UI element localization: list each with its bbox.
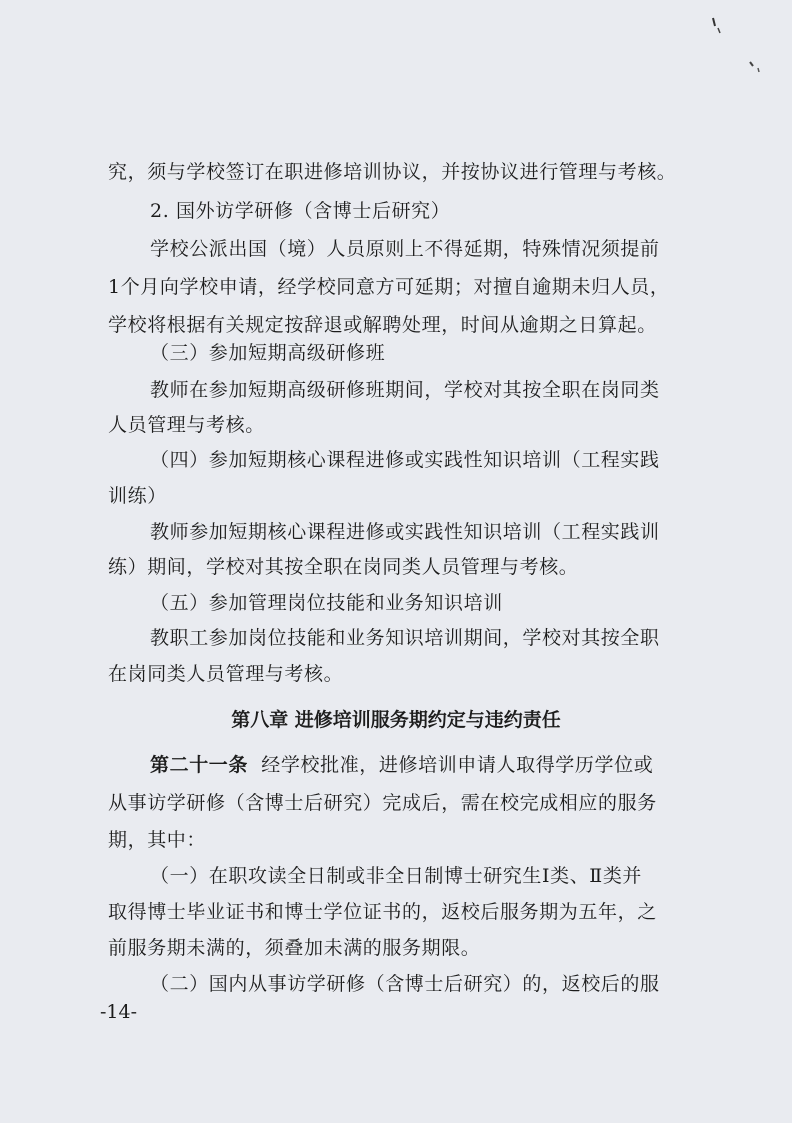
- paragraph-line: 学校公派出国（境）人员原则上不得延期，特殊情况须提前: [150, 238, 660, 260]
- paragraph-line: 在岗同类人员管理与考核。: [108, 663, 344, 685]
- paragraph-line: 前服务期未满的，须叠加未满的服务期限。: [108, 937, 481, 959]
- section-title-4-cont: 训练）: [108, 485, 167, 507]
- paragraph-line: （一）在职攻读全日制或非全日制博士研究生Ⅰ类、Ⅱ类并: [150, 865, 643, 887]
- subsection-title-2: 2. 国外访学研修（含博士后研究）: [150, 200, 451, 222]
- article-label: 第二十一条: [150, 754, 249, 776]
- section-title-3: （三）参加短期高级研修班: [150, 342, 386, 364]
- paragraph-line: （二）国内从事访学研修（含博士后研究）的，返校后的服: [150, 973, 660, 995]
- paragraph-line: 期，其中：: [108, 829, 207, 851]
- section-title-4: （四）参加短期核心课程进修或实践性知识培训（工程实践: [150, 449, 660, 471]
- scan-speck-marks: [705, 10, 775, 80]
- paragraph-line: 从事访学研修（含博士后研究）完成后，需在校完成相应的服务: [108, 792, 657, 814]
- paragraph-line: 学校将根据有关规定按辞退或解聘处理，时间从逾期之日算起。: [108, 314, 657, 336]
- section-title-5: （五）参加管理岗位技能和业务知识培训: [150, 592, 503, 614]
- chapter-heading: 第八章 进修培训服务期约定与违约责任: [231, 709, 561, 731]
- paragraph-line: 教职工参加岗位技能和业务知识培训期间，学校对其按全职: [150, 627, 660, 649]
- paragraph-line: 1个月向学校申请，经学校同意方可延期；对擅自逾期未归人员，: [108, 276, 670, 298]
- paragraph-line: 教师在参加短期高级研修班期间，学校对其按全职在岗同类: [150, 379, 660, 401]
- paragraph-line: 练）期间，学校对其按全职在岗同类人员管理与考核。: [108, 556, 579, 578]
- paragraph-line: 取得博士毕业证书和博士学位证书的，返校后服务期为五年，之: [108, 901, 657, 923]
- paragraph-line: 教师参加短期核心课程进修或实践性知识培训（工程实践训: [150, 521, 660, 543]
- paragraph-line: 究，须与学校签订在职进修培训协议，并按协议进行管理与考核。: [108, 161, 677, 183]
- paragraph-line: 人员管理与考核。: [108, 414, 265, 436]
- article-text: 经学校批准，进修培训申请人取得学历学位或: [261, 754, 654, 776]
- article-line: [150, 753, 698, 777]
- page-number: -14-: [100, 1001, 138, 1023]
